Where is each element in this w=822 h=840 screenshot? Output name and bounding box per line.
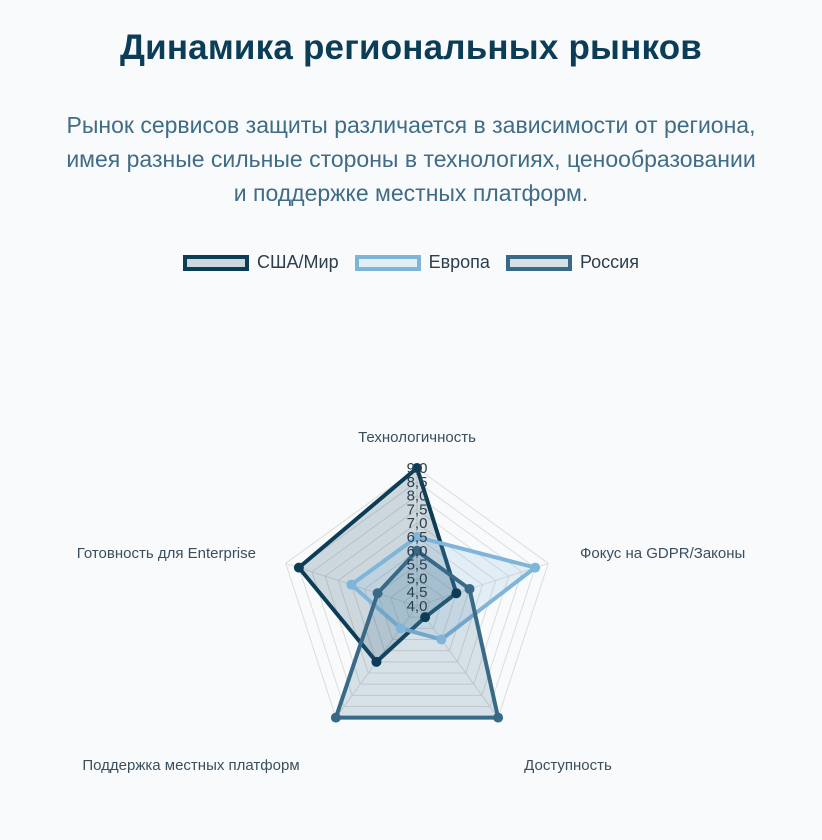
data-point: [530, 563, 540, 573]
tick-label: 7,0: [406, 515, 428, 533]
tick-label: 6,5: [406, 529, 428, 546]
axis-label: Поддержка местных платформ: [82, 757, 300, 774]
page-subtitle: Рынок сервисов защиты различается в зависимости от региона, имея разные сильные стороны в технологиях, ценообразовании и поддержке местных платформ.: [66, 112, 756, 206]
data-point: [464, 584, 474, 594]
legend-label-usa: США/Мир: [257, 252, 339, 272]
data-point: [346, 580, 356, 590]
tick-label: 5,5: [406, 556, 428, 574]
tick-label: 4,0: [406, 598, 428, 615]
data-point: [493, 713, 503, 723]
tick-label: 6,0: [406, 542, 428, 560]
data-point: [331, 713, 341, 723]
axis-label: Технологичность: [358, 429, 476, 446]
data-point: [436, 634, 446, 644]
data-point: [396, 623, 406, 633]
page-title: Динамика региональных рынков: [119, 28, 703, 67]
data-point: [294, 563, 304, 573]
axis-label: Готовность для Enterprise: [76, 545, 256, 562]
legend-label-russia: Россия: [579, 252, 639, 272]
data-point: [451, 588, 461, 598]
tick-label: 9,0: [406, 460, 428, 477]
tick-label: 4,5: [406, 584, 428, 602]
tick-label: 7,5: [406, 501, 428, 519]
tick-label: 8,5: [406, 473, 428, 491]
data-point: [371, 657, 381, 667]
tick-label: 5,0: [406, 570, 428, 588]
tick-label: 8,0: [406, 487, 428, 505]
legend-label-europe: Европа: [428, 252, 490, 272]
axis-label: Фокус на GDPR/Законы: [580, 545, 746, 562]
axis-label: Доступность: [524, 757, 612, 774]
data-point: [373, 588, 383, 598]
